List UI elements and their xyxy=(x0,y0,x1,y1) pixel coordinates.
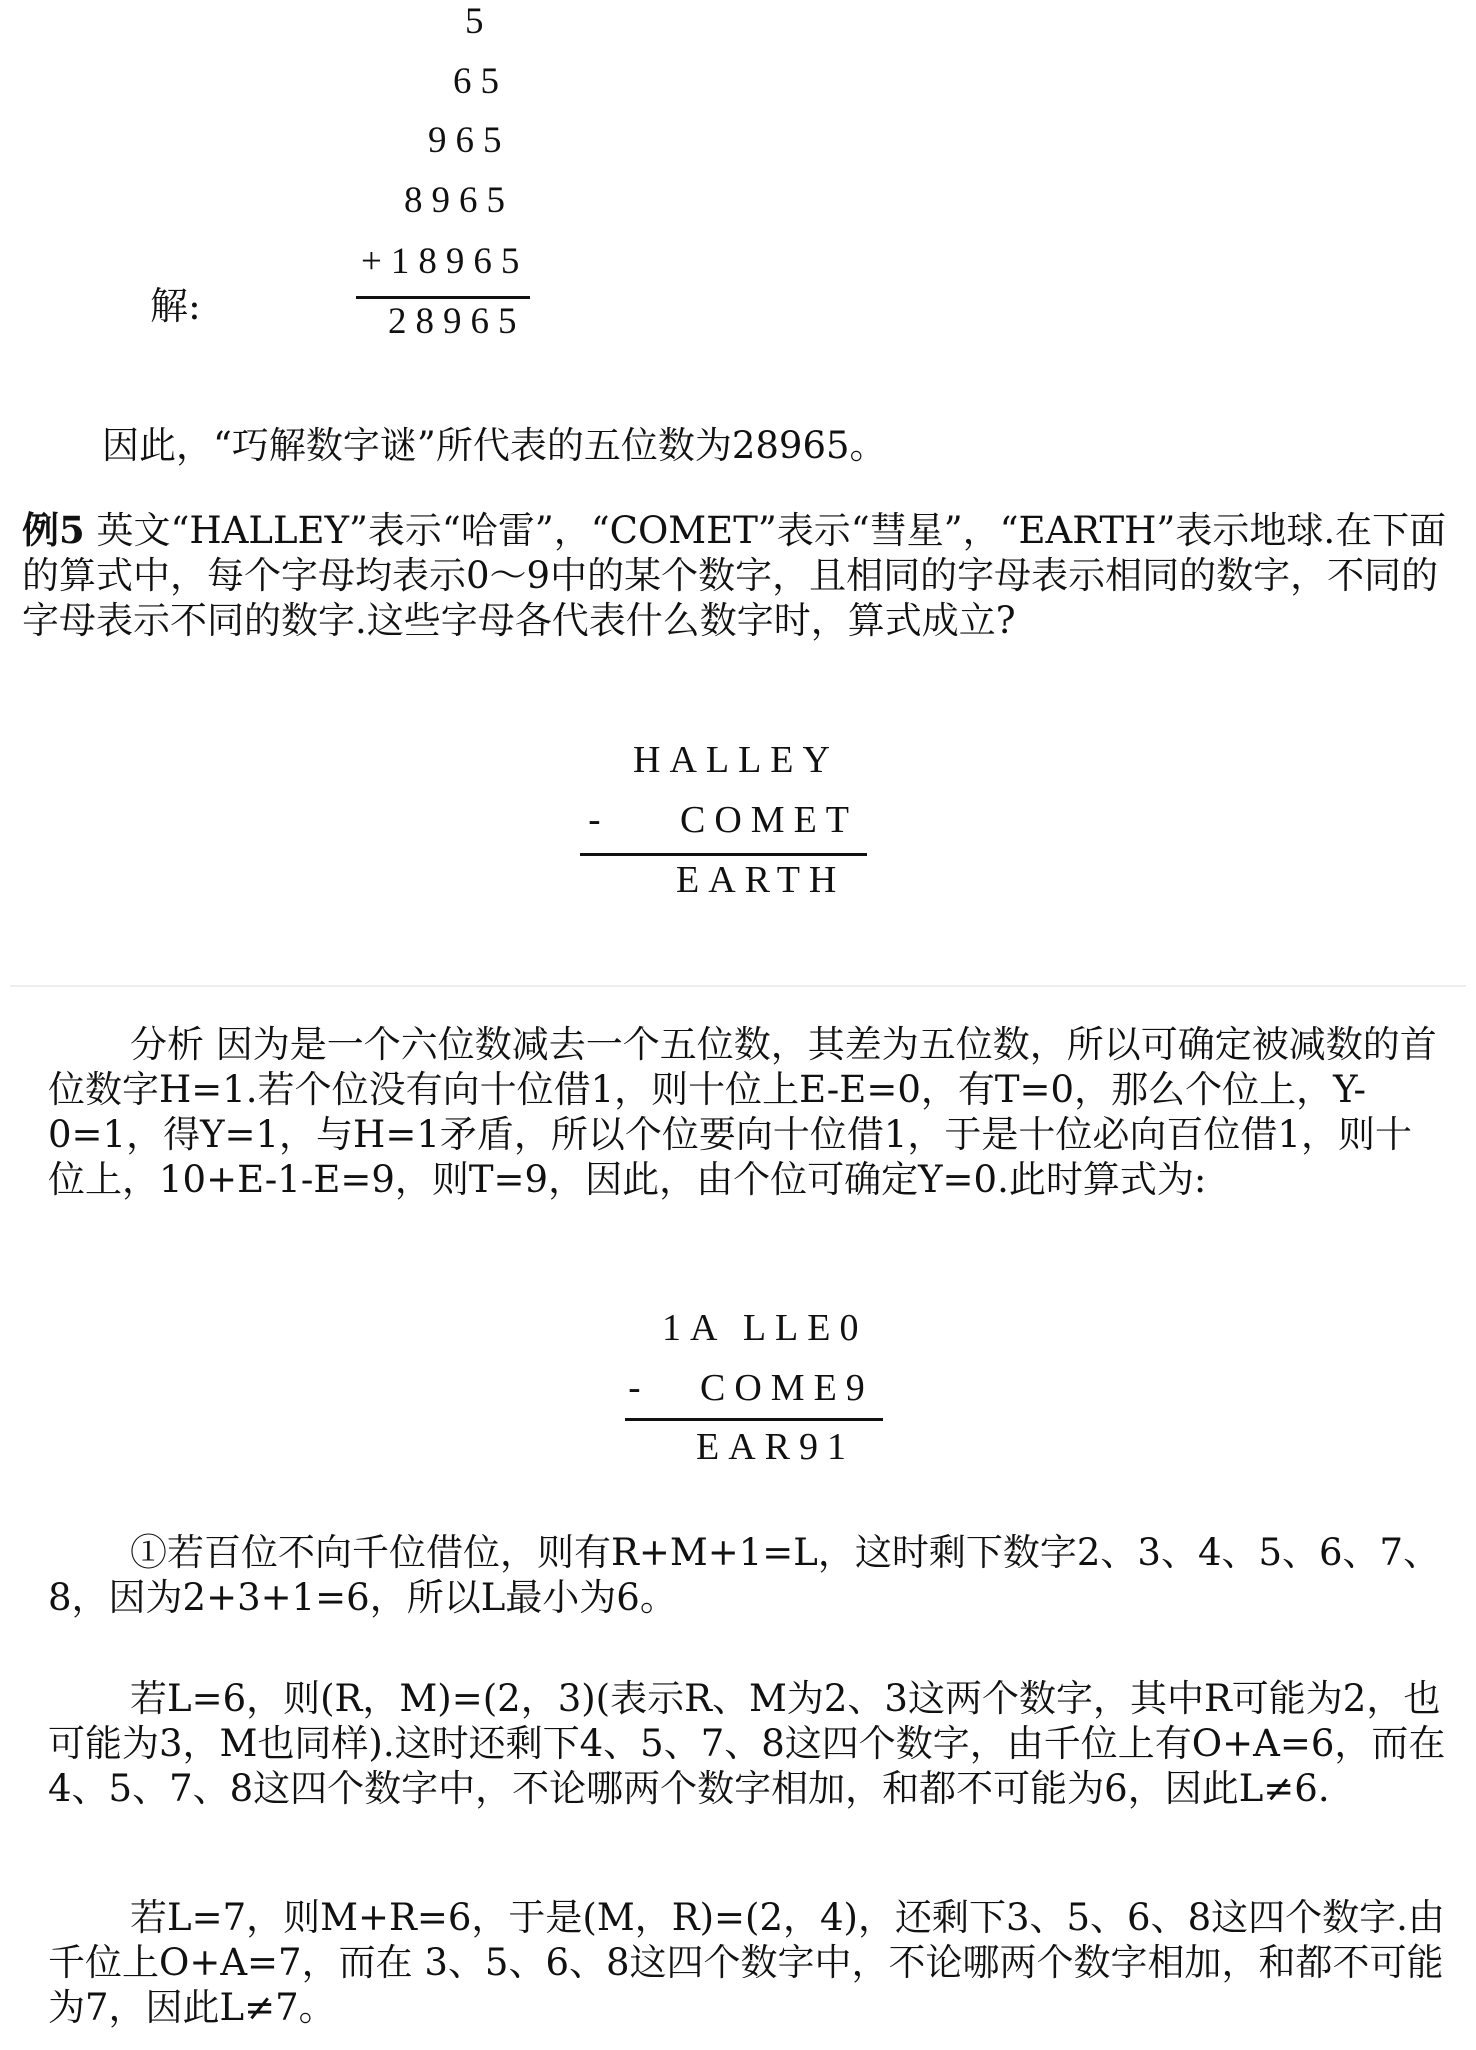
minus-sign-1: - xyxy=(588,798,601,842)
conclusion-text: 因此，“巧解数字谜”所代表的五位数为28965。 xyxy=(102,424,887,467)
minus-sign-2: - xyxy=(628,1366,641,1410)
difference-earth: EARTH xyxy=(676,859,846,901)
minuend-halley: HALLEY xyxy=(633,739,839,781)
case1-paragraph: ①若百位不向千位借位，则有R+M+1=L，这时剩下数字2、3、4、5、6、7、8，因为2+3+1=6，所以L最小为6。 xyxy=(48,1531,1441,1619)
example5-text: 英文“HALLEY”表示“哈雷”，“COMET”表示“彗星”，“EARTH”表示地球.在下面的算式中，每个字母均表示0～9中的某个数字，且相同的字母表示相同的数字，不同的字母表示不同的数字.这些字母各代表什么数字时，算式成立? xyxy=(22,509,1447,642)
addend-row-5: +18965 xyxy=(361,241,529,282)
minuend-1alle0: 1A LLE0 xyxy=(662,1307,868,1349)
addend-row-2: 65 xyxy=(453,61,508,102)
subtraction-rule-1 xyxy=(580,853,867,856)
addend-row-4: 8965 xyxy=(404,180,514,221)
section-divider xyxy=(10,985,1466,987)
addend-row-3: 965 xyxy=(428,120,511,161)
subtrahend-come9: COME9 xyxy=(700,1367,874,1409)
case-l7-paragraph: 若L=7，则M+R=6，于是(M，R)=(2，4)，还剩下3、5、6、8这四个数字.由千位上O+A=7，而在 3、5、6、8这四个数字中，不论哪两个数字相加，和都不可能为7，因此L≠7。 xyxy=(48,1896,1445,2029)
sum-result: 28965 xyxy=(388,301,526,342)
example5-paragraph xyxy=(22,508,1452,643)
subtrahend-comet: COMET xyxy=(680,799,858,841)
case-l6-paragraph: 若L=6，则(R，M)=(2，3)(表示R、M为2、3这两个数字，其中R可能为2，也可能为3，M也同样).这时还剩下4、5、7、8这四个数字，由千位上有O+A=6，而在4、5、7、8这四个数字中，不论哪两个数字相加，和都不可能为6，因此L≠6. xyxy=(48,1677,1446,1810)
example5-tag: 例5 xyxy=(22,508,85,552)
solution-label: 解: xyxy=(150,284,201,328)
subtraction-rule-2 xyxy=(625,1418,883,1421)
sum-rule xyxy=(356,296,530,299)
addend-row-1: 5 xyxy=(465,1,493,42)
difference-ear91: EAR91 xyxy=(696,1426,855,1468)
analysis-paragraph: 分析 因为是一个六位数减去一个五位数，其差为五位数，所以可确定被减数的首位数字H=1.若个位没有向十位借1，则十位上E-E=0，有T=0，那么个位上，Y-0=1，得Y=1，与H=1矛盾，所以个位要向十位借1，于是十位必向百位借1，则十位上，10+E-1-E=9，则T=9，因此，由个位可确定Y=0.此时算式为: xyxy=(48,1023,1437,1201)
